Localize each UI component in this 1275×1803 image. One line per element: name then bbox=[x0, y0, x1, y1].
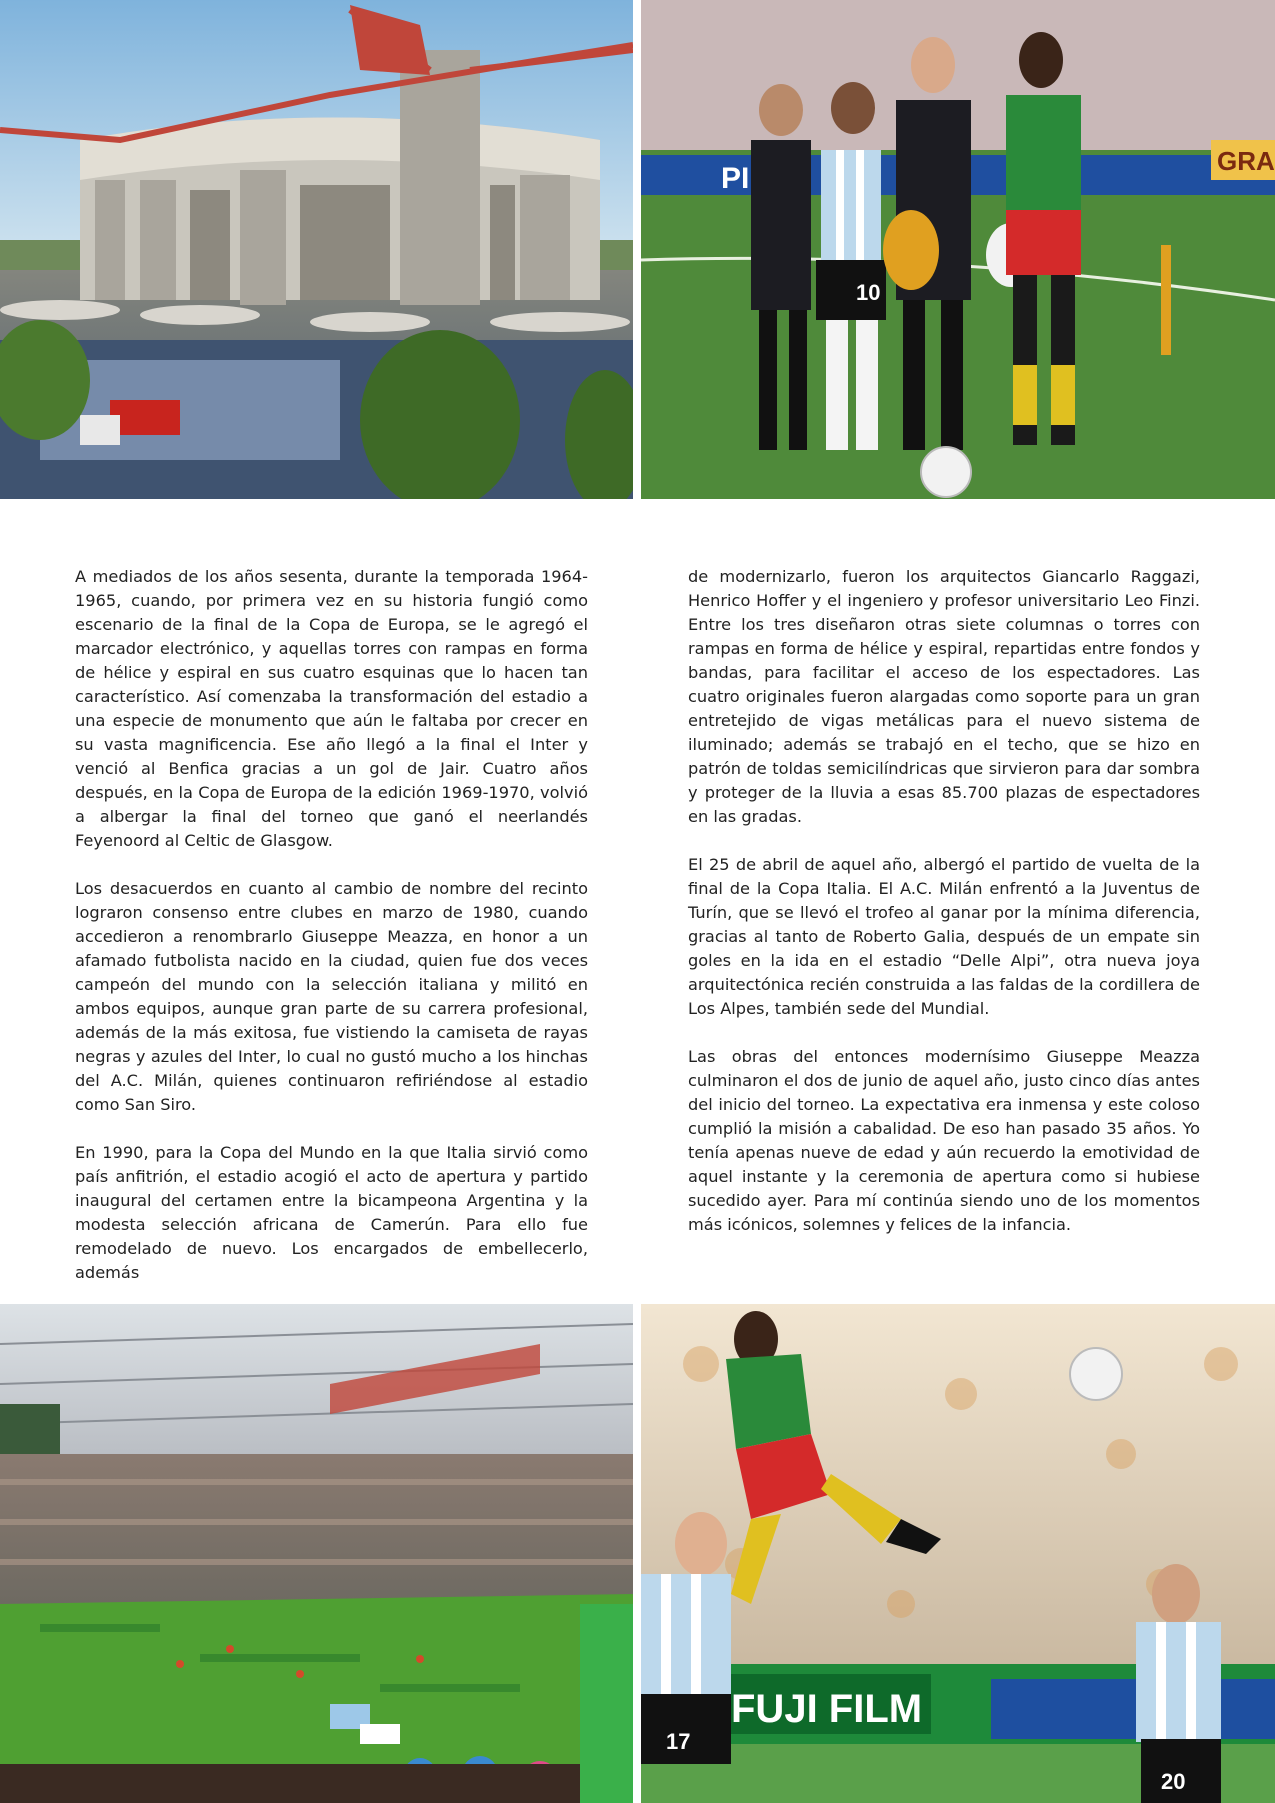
article-column-right bbox=[688, 565, 1200, 1237]
paragraph: Los desacuerdos en cuanto al cambio de nombre del recinto lograron consenso entre clubes en marzo de 1980, cuando accedieron a renombrarlo Giuseppe Meazza, en honor a un afamado futbolista nacido en la ciudad, quien fue dos veces campeón del mundo con la selección italiana y militó en ambos equipos, aunque gran parte de su carrera profesional, además de la más exitosa, fue vistiendo la camiseta de rayas negras y azules del Inter, lo cual no gustó mucho a los hinchas del A.C. Milán, quienes continuaron refiriéndose al estadio como San Siro. bbox=[75, 879, 588, 1114]
shirt-number-17: 17 bbox=[666, 1729, 691, 1754]
banner-text-fuji-film: FUJI FILM bbox=[731, 1687, 923, 1731]
shirt-number-20: 20 bbox=[1161, 1769, 1186, 1794]
article-column-left bbox=[75, 565, 588, 1285]
opening-ceremony-photo bbox=[0, 1304, 633, 1803]
paragraph: El 25 de abril de aquel año, albergó el partido de vuelta de la final de la Copa Italia. El A.C. Milán enfrentó a la Juventus de Turín, que se llevó el trofeo al ganar por la mínima diferencia, gracias al tanto de Roberto Galia, después de un empate sin goles en la ida en el estadio “Delle Alpi”, otra nueva joya arquitectónica recién construida a las faldas de la cordillera de Los Alpes, también sede del Mundial. bbox=[688, 855, 1200, 1018]
shirt-number-10: 10 bbox=[856, 280, 881, 305]
header-duel-photo bbox=[641, 1304, 1275, 1803]
paragraph: En 1990, para la Copa del Mundo en la que Italia sirvió como país anfitrión, el estadio acogió el acto de apertura y partido inaugural del certamen entre la bicampeona Argentina y la modesta selección africana de Camerún. Para ello fue remodelado de nuevo. Los encargados de embellecerlo, además bbox=[75, 1143, 588, 1282]
captains-pennant-exchange-photo bbox=[641, 0, 1275, 499]
paragraph: A mediados de los años sesenta, durante la temporada 1964-1965, cuando, por primera vez en su historia fungió como escenario de la final de la Copa de Europa, se le agregó el marcador electrónico, y aquellas torres con rampas en forma de hélice y espiral en sus cuatro esquinas que lo hacen tan característico. Así comenzaba la transformación del estadio a una especie de monumento que aún le faltaba por crecer en su vasta magnificencia. Ese año llegó a la final el Inter y venció al Benfica gracias a un gol de Jair. Cuatro años después, en la Copa de Europa de la edición 1969-1970, volvió a albergar la final del torneo que ganó el neerlandés Feyenoord al Celtic de Glasgow. bbox=[75, 567, 588, 850]
banner-text-left: PI bbox=[721, 162, 750, 195]
stadium-exterior-photo bbox=[0, 0, 633, 499]
banner-text-right: GRA bbox=[1217, 146, 1275, 176]
paragraph: Las obras del entonces modernísimo Giuseppe Meazza culminaron el dos de junio de aquel año, justo cinco días antes del inicio del torneo. La expectativa era inmensa y este coloso cumplió la misión a cabalidad. De eso han pasado 35 años. Yo tenía apenas nueve de edad y aún recuerdo la emotividad de aquel instante y la ceremonia de apertura como si hubiese sucedido ayer. Para mí continúa siendo uno de los momentos más icónicos, solemnes y felices de la infancia. bbox=[688, 1047, 1200, 1234]
paragraph: de modernizarlo, fueron los arquitectos Giancarlo Raggazi, Henrico Hoffer y el ingeniero y profesor universitario Leo Finzi. Entre los tres diseñaron otras siete columnas o torres con rampas en forma de hélice y espiral, repartidas entre fondos y bandas, para facilitar el acceso de los espectadores. Las cuatro originales fueron alargadas como soporte para un gran entretejido de vigas metálicas para el nuevo sistema de iluminado; además se trabajó en el techo, que se hizo en patrón de toldas semicilíndricas que sirvieron para dar sombra y proteger de la lluvia a esas 85.700 plazas de espectadores en las gradas. bbox=[688, 567, 1200, 826]
